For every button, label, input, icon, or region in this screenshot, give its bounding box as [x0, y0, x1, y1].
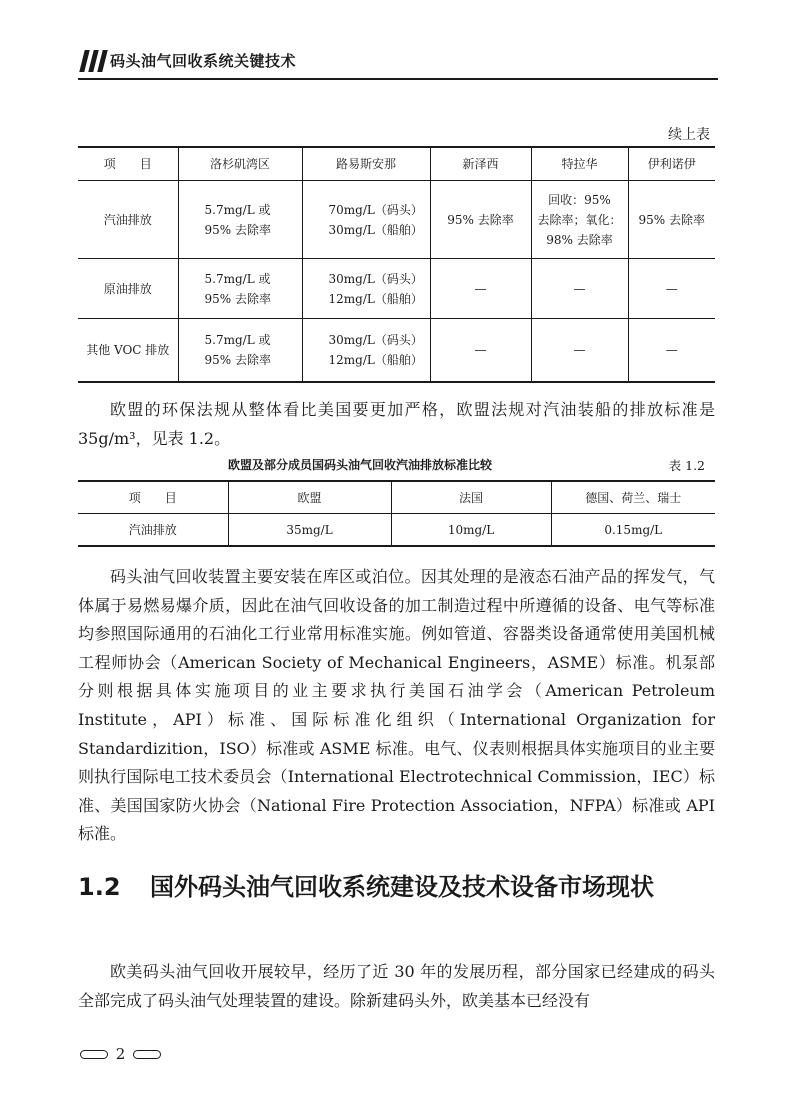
table-cell: —	[430, 259, 531, 319]
cell-line: 95% 去除率	[204, 291, 271, 306]
col-header-item: 项 目	[78, 481, 228, 514]
table-cell: 10mg/L	[391, 514, 551, 547]
eu-standards-table	[78, 480, 715, 547]
table-cell	[302, 259, 430, 319]
table-cell: —	[531, 319, 628, 383]
standards-table-continued	[78, 146, 715, 383]
table-header-row	[78, 147, 715, 181]
paragraph-standards: 码头油气回收装置主要安装在库区或泊位。因其处理的是液态石油产品的挥发气，气体属于易燃易爆介质，因此在油气回收设备的加工制造过程中所遵循的设备、电气等标准均参照国际通用的石油化工行业常用标准实施。例如管道、容器类设备通常使用美国机械工程师协会（American Society of Mechanical Engineers，ASME）标准。机泵部分则根据具体实施项目的业主要求执行美国石油学会（American Petroleum Institute，API）标准、国际标准化组织（International Organization for Standardizition，ISO）标准或 ASME 标准。电气、仪表则根据具体实施项目的业主要则执行国际电工技术委员会（International Electrotechnical Commission，IEC）标准、美国国家防火协会（National Fire Protection Association，NFPA）标准或 API 标准。	[78, 567, 715, 844]
header-rule	[78, 78, 718, 80]
table-cell: 35mg/L	[228, 514, 391, 547]
table-cell	[531, 181, 628, 259]
cell-line: 12mg/L（船舶）	[328, 353, 423, 367]
table-cell: 95% 去除率	[628, 181, 715, 259]
col-header-illinois: 伊利诺伊	[628, 147, 715, 181]
col-header-eu: 欧盟	[228, 481, 391, 514]
cell-line: 5.7mg/L 或	[204, 271, 271, 286]
table-cell: 95% 去除率	[430, 181, 531, 259]
cell-line: 12mg/L（船舶）	[328, 291, 423, 306]
row-label: 其他 VOC 排放	[78, 319, 178, 383]
col-header-de-nl-ch: 德国、荷兰、瑞士	[551, 481, 715, 514]
header-bars-icon	[78, 50, 108, 72]
cell-line: 30mg/L（船舶）	[328, 222, 423, 237]
cell-line: 30mg/L（码头）	[328, 271, 423, 286]
col-header-la: 洛杉矶湾区	[178, 147, 302, 181]
cell-line: 5.7mg/L 或	[204, 333, 271, 347]
table-caption-title: 欧盟及部分成员国码头油气回收汽油排放标准比较	[228, 458, 493, 472]
table-cell	[178, 319, 302, 383]
table-cell: —	[430, 319, 531, 383]
table-row	[78, 514, 715, 547]
col-header-delaware: 特拉华	[531, 147, 628, 181]
section-title: 国外码头油气回收系统建设及技术设备市场现状	[150, 873, 654, 901]
row-label: 原油排放	[78, 259, 178, 319]
cell-line: 98% 去除率	[546, 232, 613, 247]
table-number: 表 1.2	[668, 458, 705, 473]
table-cell	[178, 181, 302, 259]
table-cell: —	[628, 319, 715, 383]
col-header-louisiana: 路易斯安那	[302, 147, 430, 181]
table-continued-label: 续上表	[668, 127, 710, 143]
running-header	[78, 48, 718, 80]
cell-line: 70mg/L（码头）	[328, 202, 423, 217]
col-header-france: 法国	[391, 481, 551, 514]
table-cell: 0.15mg/L	[551, 514, 715, 547]
cell-line: 去除率；氧化：	[537, 212, 622, 227]
table-cell: —	[628, 259, 715, 319]
table-cell	[302, 319, 430, 383]
row-label: 汽油排放	[78, 181, 178, 259]
cell-line: 95% 去除率	[204, 222, 271, 237]
table-header-row	[78, 481, 715, 514]
folio-right-ornament-icon	[133, 1050, 161, 1059]
paragraph-eu-regulation: 欧盟的环保法规从整体看比美国要更加严格，欧盟法规对汽油装船的排放标准是 35g/m³，见表 1.2。	[78, 400, 715, 448]
table-row	[78, 319, 715, 383]
table-cell	[302, 181, 430, 259]
running-title: 码头油气回收系统关键技术	[110, 52, 297, 70]
cell-line: 回收：95%	[548, 192, 611, 207]
page-number: 2	[115, 1045, 126, 1063]
col-header-nj: 新泽西	[430, 147, 531, 181]
table-cell: —	[531, 259, 628, 319]
folio-left-ornament-icon	[80, 1050, 108, 1059]
table-row	[78, 259, 715, 319]
table-cell	[178, 259, 302, 319]
table-row	[78, 181, 715, 259]
page-footer	[80, 1044, 161, 1063]
section-number: 1.2	[78, 873, 121, 901]
col-header-item: 项 目	[78, 147, 178, 181]
cell-line: 5.7mg/L 或	[204, 202, 271, 217]
cell-line: 95% 去除率	[204, 353, 271, 367]
cell-line: 30mg/L（码头）	[328, 333, 423, 347]
row-label: 汽油排放	[128, 522, 177, 537]
paragraph-history: 欧美码头油气回收开展较早，经历了近 30 年的发展历程，部分国家已经建成的码头全部完成了码头油气处理装置的建设。除新建码头外，欧美基本已经没有	[78, 962, 715, 1010]
